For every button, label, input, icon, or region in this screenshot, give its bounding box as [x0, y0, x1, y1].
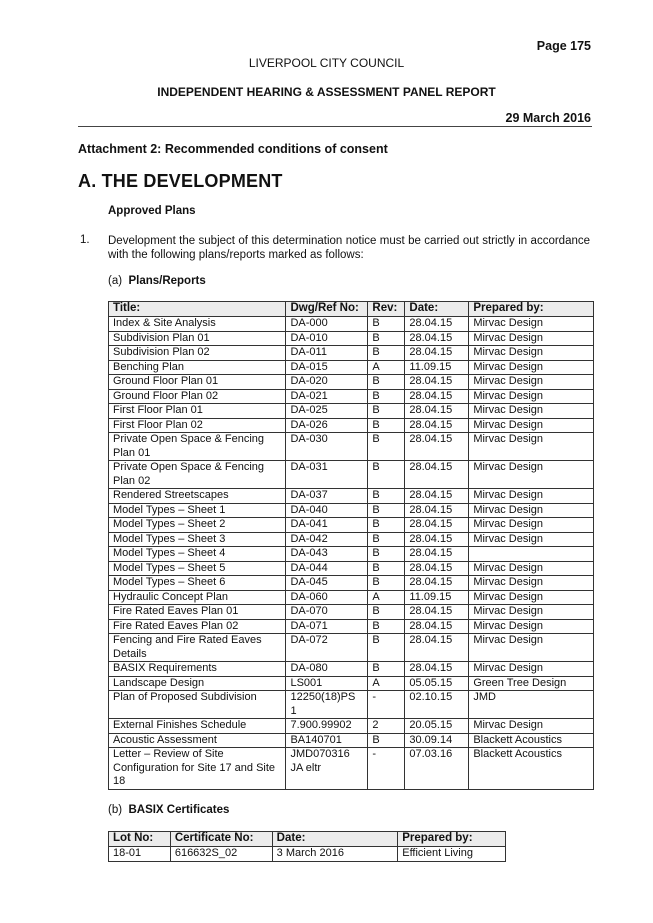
table-row: [109, 331, 594, 346]
cell-title: Subdivision Plan 01: [109, 331, 286, 346]
cell-prepared-by: Mirvac Design: [469, 418, 594, 433]
table-row: [109, 360, 594, 375]
cell-date: 28.04.15: [405, 375, 469, 390]
cell-title: Fire Rated Eaves Plan 02: [109, 619, 286, 634]
cell-dwg-ref: DA-011: [286, 346, 368, 361]
cell-rev: -: [368, 748, 405, 790]
header-divider: [78, 126, 592, 127]
cell-prepared-by: Mirvac Design: [469, 503, 594, 518]
cell-date: 28.04.15: [405, 317, 469, 332]
cell-prepared-by: Mirvac Design: [469, 389, 594, 404]
cell-prepared-by: Mirvac Design: [469, 719, 594, 734]
cell-prepared-by: Mirvac Design: [469, 375, 594, 390]
cell-title: Plan of Proposed Subdivision: [109, 691, 286, 719]
table-row: [109, 847, 506, 862]
approved-plans-subheading: Approved Plans: [108, 205, 196, 217]
table-row: [109, 503, 594, 518]
cell-date: 02.10.15: [405, 691, 469, 719]
cell-prepared-by: Mirvac Design: [469, 561, 594, 576]
cell-date: 28.04.15: [405, 389, 469, 404]
cell-dwg-ref: DA-030: [286, 433, 368, 461]
cell-dwg-ref: DA-037: [286, 489, 368, 504]
cell-dwg-ref: 7.900.99902: [286, 719, 368, 734]
plans-label: [108, 275, 206, 287]
plans-table-body: [109, 317, 594, 790]
cell-prepared-by: Mirvac Design: [469, 331, 594, 346]
cell-date: 28.04.15: [405, 346, 469, 361]
plans-header-row: [109, 302, 594, 317]
cell-lot-no: 18-01: [109, 847, 171, 862]
cell-rev: A: [368, 360, 405, 375]
cell-prepared-by: Blackett Acoustics: [469, 733, 594, 748]
cell-certificate-no: 616632S_02: [170, 847, 272, 862]
cell-date: 28.04.15: [405, 532, 469, 547]
table-row: [109, 619, 594, 634]
table-row: [109, 489, 594, 504]
cell-dwg-ref: DA-025: [286, 404, 368, 419]
cell-title: First Floor Plan 02: [109, 418, 286, 433]
cell-date: 28.04.15: [405, 561, 469, 576]
cell-rev: B: [368, 532, 405, 547]
cell-prepared-by: Mirvac Design: [469, 605, 594, 620]
cell-dwg-ref: DA-045: [286, 576, 368, 591]
report-title: INDEPENDENT HEARING & ASSESSMENT PANEL REPORT: [157, 85, 496, 99]
cell-prepared-by: Blackett Acoustics: [469, 748, 594, 790]
basix-label-text: BASIX Certificates: [128, 804, 230, 816]
cell-title: First Floor Plan 01: [109, 404, 286, 419]
cell-title: Subdivision Plan 02: [109, 346, 286, 361]
table-row: [109, 389, 594, 404]
cell-rev: B: [368, 489, 405, 504]
cell-prepared-by: Mirvac Design: [469, 576, 594, 591]
cell-rev: B: [368, 461, 405, 489]
cell-dwg-ref: DA-044: [286, 561, 368, 576]
cell-dwg-ref: DA-015: [286, 360, 368, 375]
cell-prepared-by: Mirvac Design: [469, 532, 594, 547]
table-row: [109, 518, 594, 533]
cell-date: 28.04.15: [405, 503, 469, 518]
header-prepared-by: Prepared by:: [398, 832, 506, 847]
cell-title: Model Types – Sheet 2: [109, 518, 286, 533]
table-row: [109, 532, 594, 547]
cell-date: 28.04.15: [405, 576, 469, 591]
cell-date: 11.09.15: [405, 590, 469, 605]
cell-rev: B: [368, 346, 405, 361]
attachment-title: Attachment 2: Recommended conditions of consent: [78, 142, 388, 156]
table-row: [109, 719, 594, 734]
cell-dwg-ref: DA-080: [286, 662, 368, 677]
cell-title: BASIX Requirements: [109, 662, 286, 677]
cell-rev: B: [368, 619, 405, 634]
cell-prepared-by: Mirvac Design: [469, 590, 594, 605]
table-row: [109, 733, 594, 748]
header-certificate-no: Certificate No:: [170, 832, 272, 847]
cell-title: Acoustic Assessment: [109, 733, 286, 748]
cell-title: Letter – Review of Site Configuration for Site 17 and Site 18: [109, 748, 286, 790]
cell-rev: B: [368, 375, 405, 390]
cell-dwg-ref: DA-020: [286, 375, 368, 390]
cell-dwg-ref: DA-041: [286, 518, 368, 533]
cell-rev: B: [368, 634, 405, 662]
table-row: [109, 317, 594, 332]
table-row: [109, 634, 594, 662]
table-row: [109, 691, 594, 719]
cell-date: 28.04.15: [405, 404, 469, 419]
cell-date: 28.04.15: [405, 619, 469, 634]
table-row: [109, 547, 594, 562]
cell-dwg-ref: DA-026: [286, 418, 368, 433]
cell-rev: B: [368, 503, 405, 518]
cell-rev: B: [368, 576, 405, 591]
cell-date: 28.04.15: [405, 461, 469, 489]
cell-rev: B: [368, 733, 405, 748]
council-name: LIVERPOOL CITY COUNCIL: [248, 56, 405, 70]
table-row: [109, 375, 594, 390]
cell-dwg-ref: DA-010: [286, 331, 368, 346]
cell-title: Model Types – Sheet 5: [109, 561, 286, 576]
table-row: [109, 748, 594, 790]
basix-table: [108, 831, 506, 862]
section-heading: A. THE DEVELOPMENT: [78, 171, 283, 191]
cell-prepared-by: Mirvac Design: [469, 662, 594, 677]
cell-prepared-by: Mirvac Design: [469, 346, 594, 361]
cell-dwg-ref: LS001: [286, 676, 368, 691]
cell-prepared-by: Green Tree Design: [469, 676, 594, 691]
table-row: [109, 433, 594, 461]
cell-title: Benching Plan: [109, 360, 286, 375]
cell-rev: B: [368, 662, 405, 677]
header-date: Date:: [405, 302, 469, 317]
cell-date: 3 March 2016: [272, 847, 398, 862]
header-prepared-by: Prepared by:: [469, 302, 594, 317]
cell-dwg-ref: DA-043: [286, 547, 368, 562]
condition-number: 1.: [80, 234, 90, 246]
table-row: [109, 561, 594, 576]
plans-table: [108, 301, 594, 790]
cell-title: Hydraulic Concept Plan: [109, 590, 286, 605]
page-number: Page 175: [536, 39, 591, 53]
cell-prepared-by: Mirvac Design: [469, 461, 594, 489]
cell-dwg-ref: DA-071: [286, 619, 368, 634]
plans-label-text: Plans/Reports: [128, 275, 206, 287]
cell-rev: 2: [368, 719, 405, 734]
header-dwg-ref: Dwg/Ref No:: [286, 302, 368, 317]
cell-prepared-by: Mirvac Design: [469, 404, 594, 419]
condition-text: Development the subject of this determination notice must be carried out strictly in accordance with the following plans/reports marked as follows:: [108, 235, 590, 261]
cell-rev: A: [368, 590, 405, 605]
cell-date: 28.04.15: [405, 418, 469, 433]
cell-date: 05.05.15: [405, 676, 469, 691]
cell-rev: B: [368, 418, 405, 433]
cell-title: External Finishes Schedule: [109, 719, 286, 734]
cell-date: 28.04.15: [405, 518, 469, 533]
table-row: [109, 418, 594, 433]
table-row: [109, 662, 594, 677]
cell-date: 07.03.16: [405, 748, 469, 790]
header-lot-no: Lot No:: [109, 832, 171, 847]
cell-dwg-ref: JMD070316 JA eltr: [286, 748, 368, 790]
table-row: [109, 605, 594, 620]
basix-header-row: [109, 832, 506, 847]
cell-rev: B: [368, 317, 405, 332]
cell-dwg-ref: 12250(18)PS 1: [286, 691, 368, 719]
cell-title: Private Open Space & Fencing Plan 02: [109, 461, 286, 489]
cell-rev: B: [368, 433, 405, 461]
cell-title: Model Types – Sheet 1: [109, 503, 286, 518]
basix-label-prefix: (b): [108, 804, 123, 816]
cell-dwg-ref: DA-060: [286, 590, 368, 605]
cell-rev: B: [368, 561, 405, 576]
cell-title: Landscape Design: [109, 676, 286, 691]
cell-rev: -: [368, 691, 405, 719]
table-row: [109, 576, 594, 591]
cell-date: 28.04.15: [405, 662, 469, 677]
cell-dwg-ref: DA-000: [286, 317, 368, 332]
cell-date: 28.04.15: [405, 331, 469, 346]
cell-prepared-by: Mirvac Design: [469, 518, 594, 533]
cell-date: 11.09.15: [405, 360, 469, 375]
cell-prepared-by: [469, 547, 594, 562]
cell-prepared-by: Mirvac Design: [469, 317, 594, 332]
cell-date: 28.04.15: [405, 433, 469, 461]
cell-rev: B: [368, 605, 405, 620]
cell-title: Index & Site Analysis: [109, 317, 286, 332]
cell-title: Fire Rated Eaves Plan 01: [109, 605, 286, 620]
cell-dwg-ref: DA-021: [286, 389, 368, 404]
cell-dwg-ref: DA-031: [286, 461, 368, 489]
cell-rev: B: [368, 547, 405, 562]
cell-date: 28.04.15: [405, 605, 469, 620]
cell-prepared-by: Mirvac Design: [469, 634, 594, 662]
cell-date: 20.05.15: [405, 719, 469, 734]
cell-title: Fencing and Fire Rated Eaves Details: [109, 634, 286, 662]
cell-title: Ground Floor Plan 02: [109, 389, 286, 404]
cell-prepared-by: Mirvac Design: [469, 433, 594, 461]
table-row: [109, 404, 594, 419]
table-row: [109, 676, 594, 691]
cell-title: Private Open Space & Fencing Plan 01: [109, 433, 286, 461]
report-date: 29 March 2016: [505, 111, 591, 125]
cell-rev: B: [368, 389, 405, 404]
cell-rev: B: [368, 404, 405, 419]
basix-table-body: [109, 847, 506, 862]
cell-dwg-ref: DA-042: [286, 532, 368, 547]
cell-dwg-ref: DA-070: [286, 605, 368, 620]
cell-title: Model Types – Sheet 6: [109, 576, 286, 591]
cell-rev: A: [368, 676, 405, 691]
cell-rev: B: [368, 331, 405, 346]
cell-title: Model Types – Sheet 4: [109, 547, 286, 562]
cell-date: 28.04.15: [405, 634, 469, 662]
cell-prepared-by: Mirvac Design: [469, 360, 594, 375]
header-date: Date:: [272, 832, 398, 847]
table-row: [109, 461, 594, 489]
cell-prepared-by: Efficient Living: [398, 847, 506, 862]
cell-prepared-by: Mirvac Design: [469, 619, 594, 634]
table-row: [109, 590, 594, 605]
cell-title: Model Types – Sheet 3: [109, 532, 286, 547]
cell-title: Rendered Streetscapes: [109, 489, 286, 504]
cell-dwg-ref: DA-072: [286, 634, 368, 662]
cell-date: 28.04.15: [405, 489, 469, 504]
cell-rev: B: [368, 518, 405, 533]
basix-label: [108, 804, 229, 816]
table-row: [109, 346, 594, 361]
header-title: Title:: [109, 302, 286, 317]
cell-date: 30.09.14: [405, 733, 469, 748]
cell-dwg-ref: DA-040: [286, 503, 368, 518]
cell-title: Ground Floor Plan 01: [109, 375, 286, 390]
cell-dwg-ref: BA140701: [286, 733, 368, 748]
cell-prepared-by: JMD: [469, 691, 594, 719]
header-rev: Rev:: [368, 302, 405, 317]
plans-label-prefix: (a): [108, 275, 123, 287]
cell-prepared-by: Mirvac Design: [469, 489, 594, 504]
cell-date: 28.04.15: [405, 547, 469, 562]
